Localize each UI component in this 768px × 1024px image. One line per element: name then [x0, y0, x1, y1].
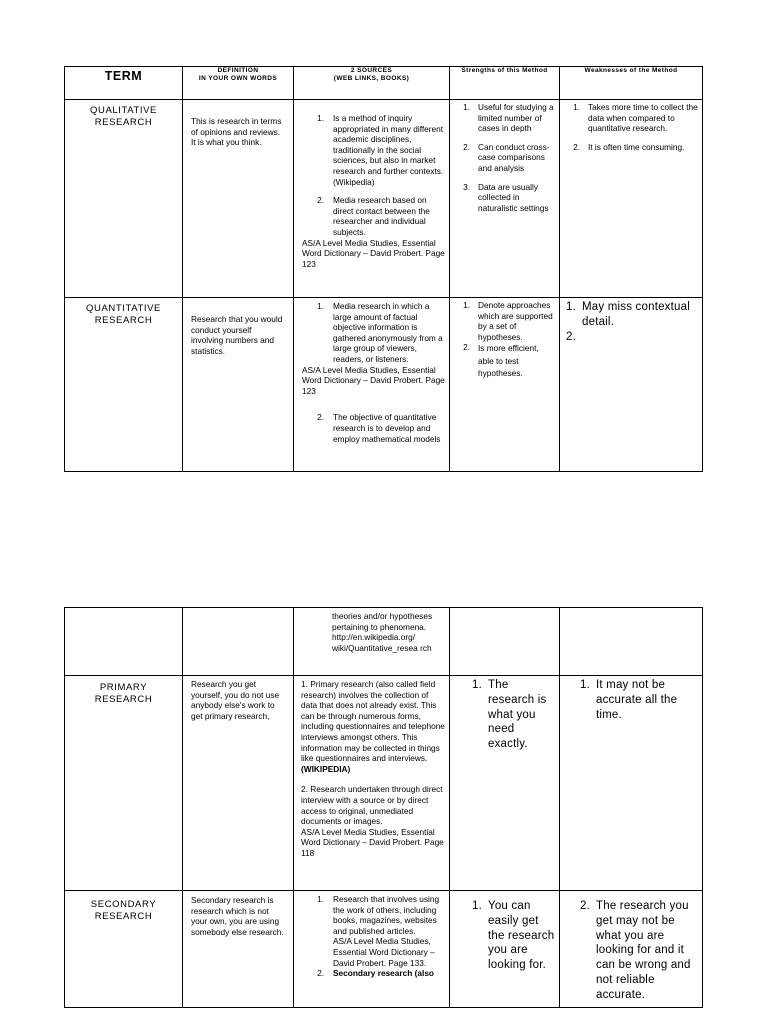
- row-quantitative: [65, 298, 703, 472]
- source-citation: AS/A Level Media Studies, Essential Word Dictionary – David Probert. Page 133.: [333, 936, 435, 968]
- term-empty: [65, 608, 183, 676]
- weakness-item: 2.: [566, 330, 576, 343]
- source-citation: (WIKIPEDIA): [301, 763, 351, 774]
- header-definition: [183, 67, 294, 100]
- strengths-secondary: [450, 891, 560, 1008]
- source-citation: AS/A Level Media Studies, Essential Word Dictionary – David Probert. Page 123: [302, 237, 445, 269]
- source-item: 1. Research that involves using the work of others, including books, magazines, websites and published articles.: [317, 894, 440, 936]
- strengths-quantitative: [450, 298, 560, 472]
- source-item: 2. Media research based on direct contact between the researcher and individual subjects.: [317, 195, 430, 237]
- source-item: 2. Secondary research (also: [317, 968, 434, 979]
- term-secondary: SECONDARY RESEARCH: [65, 891, 183, 1008]
- header-row: [65, 67, 703, 100]
- header-sources-line1: 2 SOURCES: [350, 67, 393, 74]
- header-term: TERM: [65, 67, 183, 100]
- sources-qualitative: [294, 100, 450, 298]
- header-definition-line2: IN YOUR OWN WORDS: [198, 75, 278, 82]
- definition-primary: Research you get yourself, you do not use anybody else's work to get primary research,: [183, 676, 294, 891]
- source-item: 2. The objective of quantitative research is to develop and employ mathematical models: [317, 412, 441, 444]
- weakness-item: 1. It may not be accurate all the time.: [580, 679, 678, 721]
- research-methods-table-page-1: [64, 66, 703, 472]
- header-weaknesses: Weaknesses of the Method: [560, 67, 703, 100]
- row-primary: [65, 676, 703, 891]
- weaknesses-qualitative: [560, 100, 703, 298]
- strength-item: 2. Is more efficient, able to test hypotheses.: [463, 342, 539, 379]
- definition-secondary: Secondary research is research which is not your own, you are using somebody else research.: [183, 891, 294, 1008]
- weaknesses-empty: [560, 608, 703, 676]
- source-item: 1. Is a method of inquiry appropriated in many different academic disciplines, traditionally in the social sciences, but also in market research and further contexts. (Wikipedia): [317, 113, 444, 187]
- definition-empty: [183, 608, 294, 676]
- weaknesses-quantitative: [560, 298, 703, 472]
- strengths-empty: [450, 608, 560, 676]
- term-quantitative: QUANTITATIVE RESEARCH: [65, 298, 183, 472]
- header-strengths: Strengths of this Method: [450, 67, 560, 100]
- strength-item: 2. Can conduct cross-case comparisons and analysis: [463, 141, 550, 173]
- sources-secondary: [294, 891, 450, 1008]
- source-item: 1. Primary research (also called field research) involves the collection of data that does not already exist. This can be through numerous forms, including questionnaires and telephone interviews amongst others. This information may be collected in things like questionnaires and interviews.: [301, 679, 445, 764]
- definition-qualitative: This is research in terms of opinions and reviews. It is what you think.: [183, 100, 294, 298]
- source-citation: AS/A Level Media Studies, Essential Word Dictionary – David Probert. Page 118: [301, 826, 444, 858]
- research-methods-table-page-2: [64, 607, 703, 1008]
- strength-item: 1. Denote approaches which are supported by a set of hypotheses.: [463, 300, 553, 342]
- strengths-qualitative: [450, 100, 560, 298]
- weakness-item: 1. May miss contextual detail.: [566, 301, 690, 328]
- strength-item: 3. Data are usually collected in naturalistic settings: [463, 181, 549, 213]
- sources-quantitative: [294, 298, 450, 472]
- strengths-primary: [450, 676, 560, 891]
- weaknesses-secondary: [560, 891, 703, 1008]
- header-sources: [294, 67, 450, 100]
- term-primary: PRIMARY RESEARCH: [65, 676, 183, 891]
- row-secondary: [65, 891, 703, 1008]
- weakness-item: 2. It is often time consuming.: [573, 141, 685, 152]
- weakness-item: 1. Takes more time to collect the data when compared to quantitative research.: [573, 102, 698, 134]
- row-quantitative-continued: [65, 608, 703, 676]
- header-definition-line1: DEFINITION: [217, 67, 259, 74]
- sources-quantitative-continued: theories and/or hypotheses pertaining to phenomena. http://en.wikipedia.org/ wiki/Quantitative_resea rch: [294, 608, 450, 676]
- weaknesses-primary: [560, 676, 703, 891]
- header-sources-line2: (WEB LINKS, BOOKS): [333, 75, 410, 82]
- strength-item: 1. You can easily get the research you are looking for.: [472, 900, 555, 972]
- source-item: 1. Media research in which a large amount of factual objective information is gathered anonymously from a large group of viewers, readers, or listeners.: [317, 301, 443, 364]
- weakness-item: 2. The research you get may not be what you are looking for and it can be wrong and not reliable accurate.: [580, 900, 691, 1001]
- source-item: 2. Research undertaken through direct interview with a source or by direct access to original, unmediated documents or images.: [301, 784, 443, 827]
- sources-primary: [294, 676, 450, 891]
- strength-item: 1. Useful for studying a limited number of cases in depth: [463, 102, 554, 134]
- source-citation: AS/A Level Media Studies, Essential Word Dictionary – David Probert. Page 123: [302, 364, 445, 396]
- definition-quantitative: Research that you would conduct yourself involving numbers and statistics.: [183, 298, 294, 472]
- strength-item: 1. The research is what you need exactly.: [472, 679, 547, 751]
- row-qualitative: [65, 100, 703, 298]
- term-qualitative: QUALITATIVE RESEARCH: [65, 100, 183, 298]
